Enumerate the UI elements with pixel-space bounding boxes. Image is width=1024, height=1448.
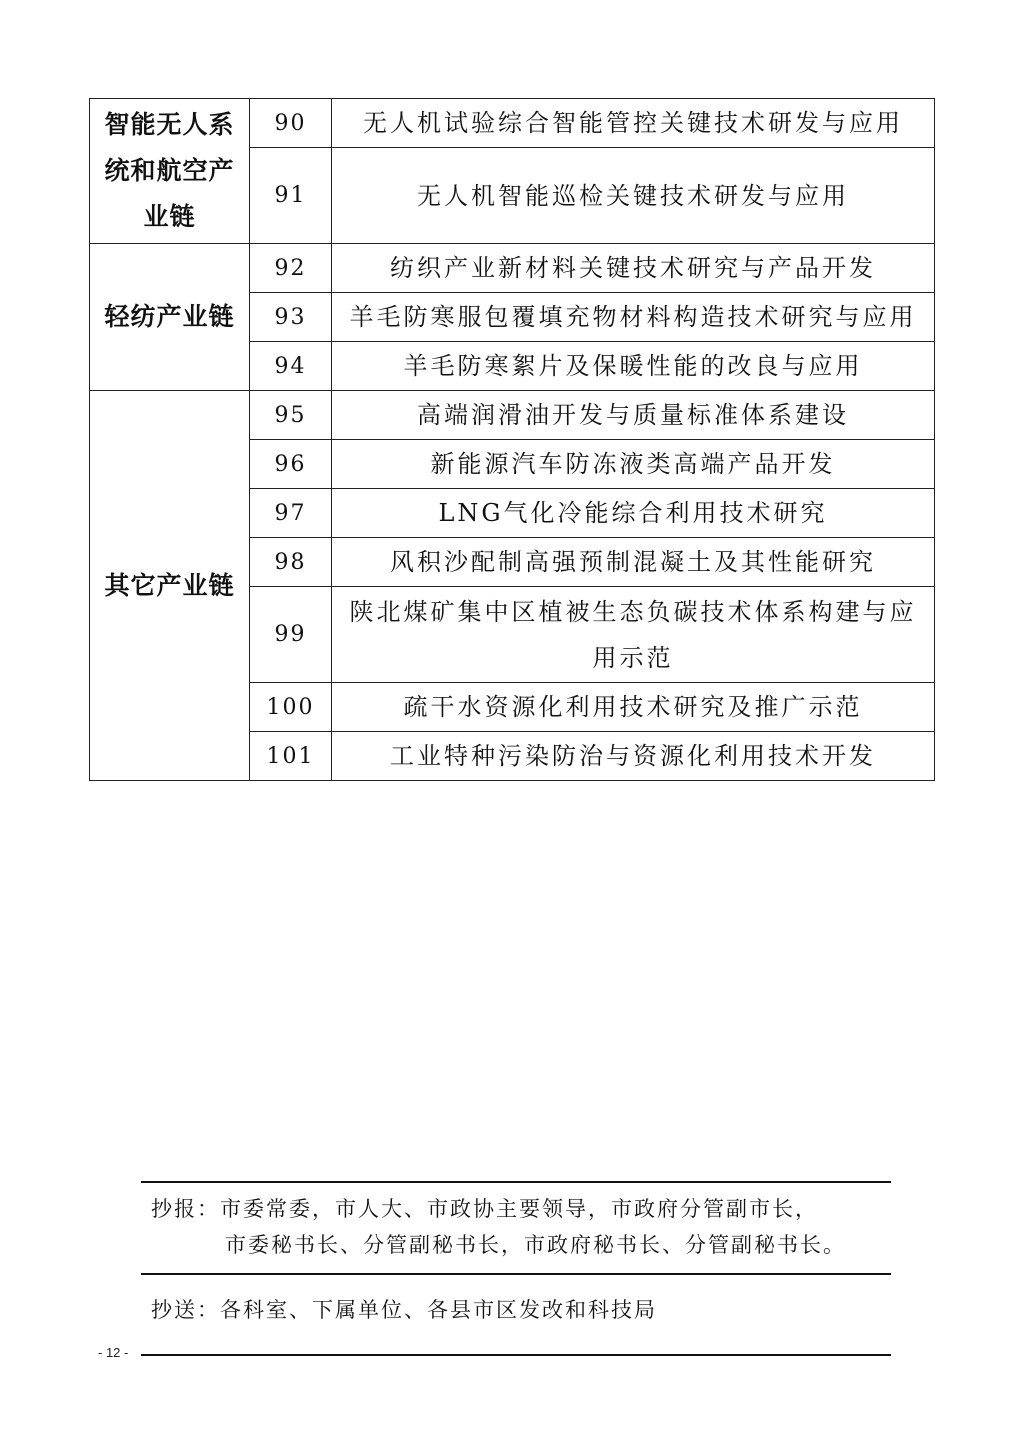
project-number: 99 (250, 587, 332, 683)
project-number: 101 (250, 732, 332, 781)
project-table (89, 98, 935, 781)
project-name: 纺织产业新材料关键技术研究与产品开发 (332, 244, 935, 293)
project-number: 93 (250, 293, 332, 342)
project-number: 96 (250, 440, 332, 489)
project-name: 工业特种污染防治与资源化利用技术开发 (332, 732, 935, 781)
project-name: 高端润滑油开发与质量标准体系建设 (332, 391, 935, 440)
page-number: - 12 - (98, 1345, 129, 1360)
chain-cell: 智能无人系统和航空产业链 (90, 99, 250, 244)
project-number: 94 (250, 342, 332, 391)
chain-cell: 其它产业链 (90, 391, 250, 781)
project-name: 疏干水资源化利用技术研究及推广示范 (332, 683, 935, 732)
table-row (90, 244, 935, 293)
project-number: 91 (250, 148, 332, 244)
chain-cell: 轻纺产业链 (90, 244, 250, 391)
report-to-line: 抄报：市委常委，市人大、市政协主要领导，市政府分管副市长， (151, 1197, 818, 1221)
project-name: 无人机智能巡检关键技术研发与应用 (332, 148, 935, 244)
project-name: LNG气化冷能综合利用技术研究 (332, 489, 935, 538)
project-name: 风积沙配制高强预制混凝土及其性能研究 (332, 538, 935, 587)
table-row (90, 99, 935, 148)
report-to-line: 市委秘书长、分管副秘书长，市政府秘书长、分管副秘书长。 (225, 1233, 846, 1257)
project-number: 90 (250, 99, 332, 148)
project-name: 新能源汽车防冻液类高端产品开发 (332, 440, 935, 489)
table-row (90, 391, 935, 440)
project-name: 无人机试验综合智能管控关键技术研发与应用 (332, 99, 935, 148)
project-number: 95 (250, 391, 332, 440)
report-to-section (141, 1183, 891, 1273)
distribution-block (141, 1181, 891, 1356)
project-name: 羊毛防寒服包覆填充物材料构造技术研究与应用 (332, 293, 935, 342)
project-number: 100 (250, 683, 332, 732)
project-number: 92 (250, 244, 332, 293)
send-to-section: 抄送：各科室、下属单位、各县市区发改和科技局 (151, 1298, 657, 1322)
project-name: 陕北煤矿集中区植被生态负碳技术体系构建与应用示范 (332, 587, 935, 683)
project-name: 羊毛防寒絮片及保暖性能的改良与应用 (332, 342, 935, 391)
project-number: 97 (250, 489, 332, 538)
divider (141, 1354, 891, 1356)
project-number: 98 (250, 538, 332, 587)
